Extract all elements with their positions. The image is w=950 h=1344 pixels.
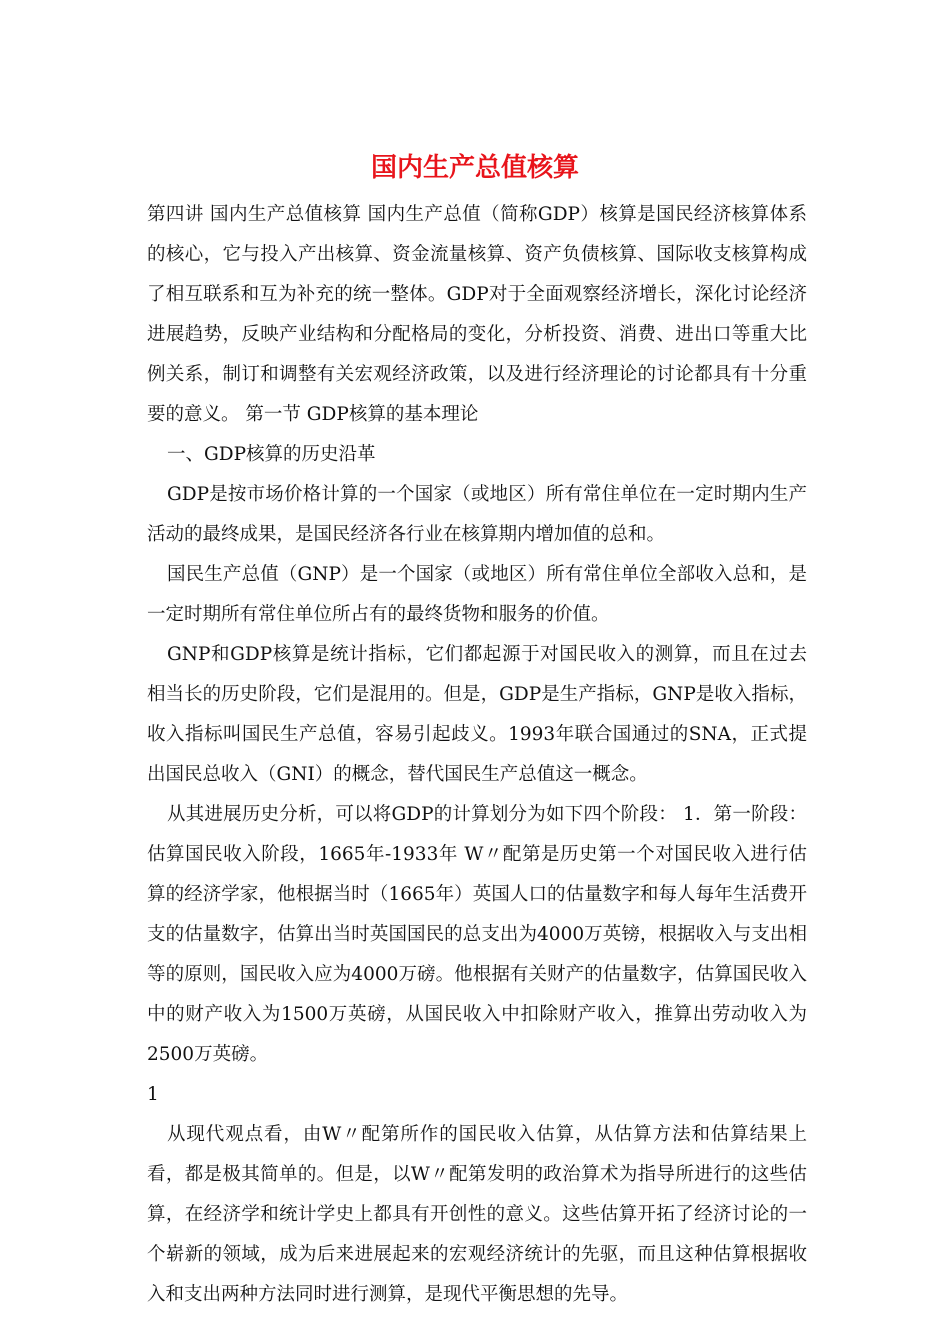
document-title: 国内生产总值核算 — [370, 153, 579, 183]
intro-paragraph: 第四讲 国内生产总值核算 国内生产总值（简称GDP）核算是国民经济核算体系的核心，它与投入产出核算、资金流量核算、资产负债核算、国际收支核算构成了相互联系和互为补充的统一整体。GDP对于全面观察经济增长，深化讨论经济进展趋势，反映产业结构和分配格局的变化，分析投资、消费、进出口等重大比例关系，制订和调整有关宏观经济政策，以及进行经济理论的讨论都具有十分重要的意义。 第一节 GDP核算的基本理论 — [147, 204, 807, 425]
gdp-definition-paragraph: GDP是按市场价格计算的一个国家（或地区）所有常住单位在一定时期内生产活动的最终成果，是国民经济各行业在核算期内增加值的总和。 — [147, 484, 807, 545]
modern-view-paragraph: 从现代观点看，由W〃配第所作的国民收入估算，从估算方法和估算结果上看，都是极其简单的。但是，以W〃配第发明的政治算术为指导所进行的这些估算，在经济学和统计学史上都具有开创性的意义。这些估算开拓了经济讨论的一个崭新的领域，成为后来进展起来的宏观经济统计的先驱，而且这种估算根据收入和支出两种方法同时进行测算，是现代平衡思想的先导。 — [147, 1124, 807, 1305]
section-heading: 一、GDP核算的历史沿革 — [167, 444, 376, 465]
page-number: 1 — [147, 1084, 159, 1105]
document-body — [147, 195, 807, 1315]
history-stages-paragraph: 从其进展历史分析，可以将GDP的计算划分为如下四个阶段： 1．第一阶段：估算国民收入阶段，1665年-1933年 W〃配第是历史第一个对国民收入进行估算的经济学家，他根据当时（1665年）英国人口的估量数字和每人每年生活费开支的估量数字，估算出当时英国国民的总支出为4000万英镑，根据收入与支出相等的原则，国民收入应为4000万磅。他根据有关财产的估量数字，估算国民收入中的财产收入为1500万英磅，从国民收入中扣除财产收入，推算出劳动收入为2500万英磅。 — [147, 804, 807, 1065]
gnp-gdp-comparison-paragraph: GNP和GDP核算是统计指标，它们都起源于对国民收入的测算，而且在过去相当长的历史阶段，它们是混用的。但是，GDP是生产指标，GNP是收入指标，收入指标叫国民生产总值，容易引起歧义。1993年联合国通过的SNA，正式提出国民总收入（GNI）的概念，替代国民生产总值这一概念。 — [147, 644, 807, 785]
gnp-definition-paragraph: 国民生产总值（GNP）是一个国家（或地区）所有常住单位全部收入总和，是一定时期所有常住单位所占有的最终货物和服务的价值。 — [147, 564, 807, 625]
